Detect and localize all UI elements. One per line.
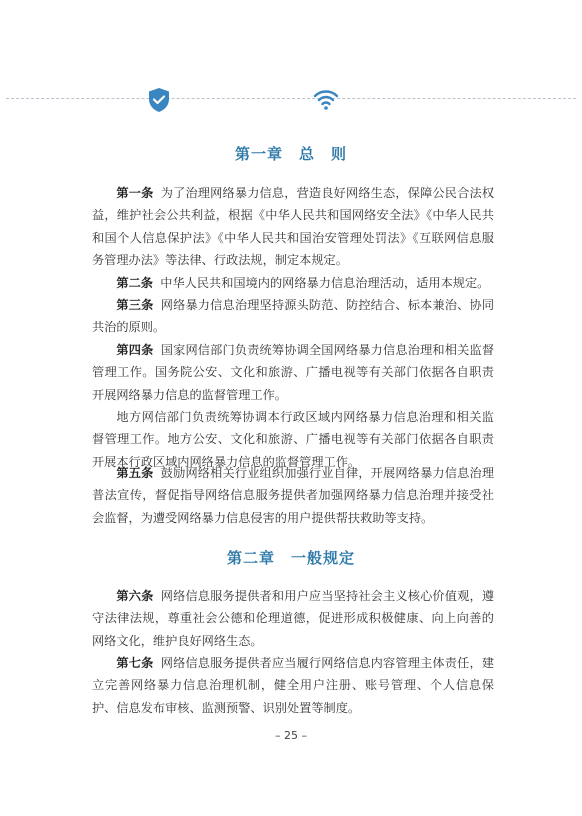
article-text: 网络暴力信息治理坚持源头防范、防控结合、标本兼治、协同共治的原则。 xyxy=(92,298,495,335)
article-number: 第四条 xyxy=(116,343,154,357)
article-5 xyxy=(92,462,494,529)
top-decoration xyxy=(0,84,582,114)
article-number: 第一条 xyxy=(116,186,154,200)
shield-check-icon xyxy=(147,87,171,113)
article-number: 第三条 xyxy=(116,298,154,312)
article-1 xyxy=(92,182,494,272)
article-text: 为了治理网络暴力信息，营造良好网络生态，保障公民合法权益，维护社会公共利益，根据《中华人民共和国网络安全法》《中华人民共和国个人信息保护法》《中华人民共和国治安管理处罚法》《互联网信息服务管理办法》等法律、行政法规，制定本规定。 xyxy=(92,186,495,268)
article-2 xyxy=(92,272,494,294)
dashed-divider xyxy=(6,98,576,99)
article-text: 网络信息服务提供者应当履行网络信息内容管理主体责任，建立完善网络暴力信息治理机制，健全用户注册、账号管理、个人信息保护、信息发布审核、监测预警、识别处置等制度。 xyxy=(92,656,495,715)
article-text: 国家网信部门负责统筹协调全国网络暴力信息治理和相关监督管理工作。国务院公安、文化和旅游、广播电视等有关部门依据各自职责开展网络暴力信息的监督管理工作。 xyxy=(92,343,495,402)
article-number: 第七条 xyxy=(116,656,154,670)
article-text: 鼓励网络相关行业组织加强行业自律，开展网络暴力信息治理普法宣传，督促指导网络信息服务提供者加强网络暴力信息治理并接受社会监督，为遭受网络暴力信息侵害的用户提供帮扶救助等支持。 xyxy=(92,466,495,525)
article-text: 地方网信部门负责统筹协调本行政区域内网络暴力信息治理和相关监督管理工作。地方公安、文化和旅游、广播电视等有关部门依据各自职责开展本行政区域内网络暴力信息的监督管理工作。 xyxy=(92,410,494,469)
article-text: 网络信息服务提供者和用户应当坚持社会主义核心价值观，遵守法律法规，尊重社会公德和伦理道德，促进形成积极健康、向上向善的网络文化，维护良好网络生态。 xyxy=(92,589,495,648)
article-number: 第五条 xyxy=(116,466,154,480)
article-number: 第六条 xyxy=(116,589,154,603)
wifi-icon xyxy=(313,86,339,112)
article-text: 中华人民共和国境内的网络暴力信息治理活动，适用本规定。 xyxy=(160,276,490,290)
page-number: – 25 – xyxy=(275,729,307,742)
article-3 xyxy=(92,294,494,339)
article-number: 第二条 xyxy=(116,276,153,290)
article-7 xyxy=(92,652,494,719)
article-6 xyxy=(92,585,494,652)
chapter-2-title: 第二章 一般规定 xyxy=(226,549,355,567)
chapter-1-title: 第一章 总 则 xyxy=(234,145,347,163)
article-4 xyxy=(92,339,494,406)
